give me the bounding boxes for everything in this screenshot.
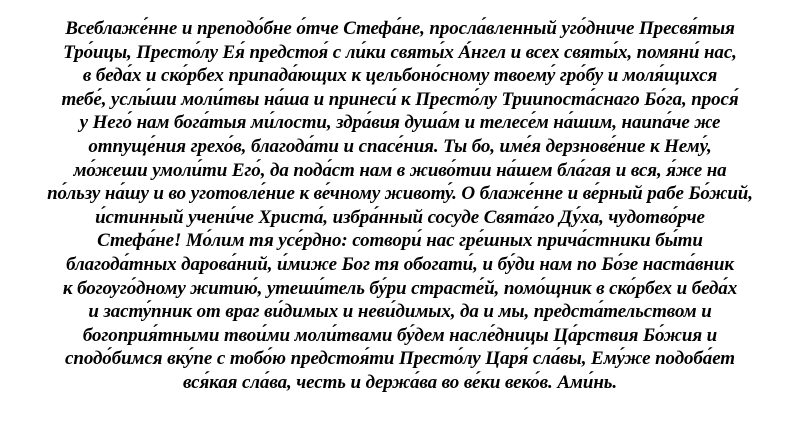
text-line: у Него́ нам бога́тыя ми́лости, здра́вия душа́м и телесе́м на́шим, наипа́че же <box>79 112 721 134</box>
text-line: в беда́х и ско́рбех припада́ющих к цельбоно́сному твоему́ гро́бу и моля́щихся <box>82 65 718 87</box>
text-line: мо́жеши умоли́ти Его́, да пода́ст нам в живо́тии на́шем бла́гая и вся, я́же на <box>73 159 727 181</box>
text-line: вся́кая сла́ва, честь и держа́ва во ве́ки веко́в. Ами́нь. <box>183 371 617 393</box>
text-line: отпуще́ния грехо́в, благода́ти и спасе́ния. Ты бо, име́я дерзнове́ние к Нему́, <box>88 135 712 157</box>
text-line: сподо́бимся вку́пе с тобо́ю предстоя́ти Престо́лу Царя́ сла́вы, Ему́же подоба́ет <box>65 348 735 370</box>
text-line: Всеблаже́нне и преподо́бне о́тче Стефа́не, просла́вленный уго́дниче Пресвя́тыя <box>65 18 735 39</box>
text-line: и засту́пник от враг ви́димых и неви́димых, да и мы, предста́тельством и <box>88 301 712 323</box>
text-line: к богоуго́дному житию́, утеши́тель бу́ри страсте́й, помо́щник в ско́рбех и беда́х <box>62 277 738 299</box>
text-line: Тро́ицы, Престо́лу Ея́ предстоя́ с ли́ки святы́х А́нгел и всех святы́х, помяни́ нас, <box>63 41 737 63</box>
text-line: богоприя́тными твои́ми моли́твами бу́дем насле́дницы Ца́рствия Бо́жия и <box>82 324 718 346</box>
text-line: и́стинный учени́че Христа́, избра́нный сосуде Свята́го Ду́ха, чудотво́рче <box>95 206 705 228</box>
text-line: тебе́, услы́ши моли́твы на́ша и принеси́ к Престо́лу Триипоста́снаго Бо́га, прося́ <box>61 88 739 110</box>
text-line: Стефа́не! Мо́лим тя усе́рдно: сотвори́ нас гре́шных прича́стники бы́ти <box>97 230 703 252</box>
prayer-text <box>10 17 790 395</box>
text-line: по́льзу на́шу и во уготовле́ние к ве́чному животу́. О блаже́нне и ве́рный рабе Бо́жий, <box>47 183 753 205</box>
text-line: благода́тных дарова́ний, и́миже Бог тя обогати́, и бу́ди нам по Бо́зе наста́вник <box>66 253 734 275</box>
